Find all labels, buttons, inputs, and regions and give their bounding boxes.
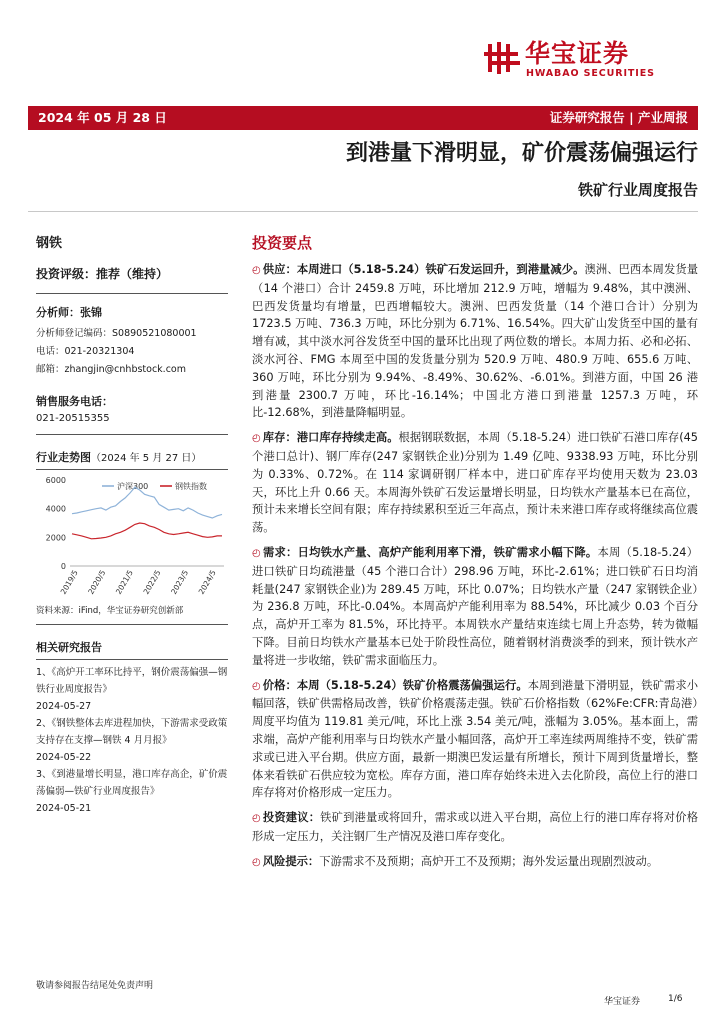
sidebar xyxy=(36,232,228,817)
supply-paragraph: ◴ 供应：本周进口（5.18-5.24）铁矿石发运回升，到港量减少。澳洲、巴西本周发货量（14 个港口）合计 2459.8 万吨，环比增加 212.9 万吨，增幅为 9.48%，其中澳洲、巴西发货量均有增量，巴西增幅较大。澳洲、巴西发货量（14 个港口合计）分别为 1723.5 万吨、736.3 万吨，环比分别为 6.71%、16.54%。四大矿山发货至中国的量有增有减，其中淡水河谷发货至中国的量环比出现了两位数的增长。本周力拓、必和必拓、淡水河谷、FMG 本周至中国的发货量分别为 520.9 万吨、480.9 万吨、655.6 万吨、360 万吨，环比分别为 9.94%、-8.49%、30.62%、-6.01%。到港方面，中国 26 港到港量 2300.7 万吨，环比-16.14%；中国北方港口到港量 1257.3 万吨，环比-12.68%，到港量降幅明显。 xyxy=(252,263,698,420)
series-line-hs300 xyxy=(72,487,222,518)
y-tick-label: 2000 xyxy=(45,533,66,543)
series-line-steel-index xyxy=(72,523,222,539)
chart-date: （2024 年 5 月 27 日） xyxy=(91,453,202,464)
advice-paragraph: ◴ 投资建议：铁矿到港量或将回升，需求或以进入平台期，高位上行的港口库存将对价格形成一定压力，关注钢厂生产情况及港口库存变化。 xyxy=(252,811,698,843)
legend-label: 钢铁指数 xyxy=(175,482,207,491)
related-report-item[interactable]: 3、《到港量增长明显，港口库存高企，矿价震荡偏弱—铁矿行业周度报告》 2024-05-21 xyxy=(36,769,228,814)
sector-label: 钢铁 xyxy=(36,236,63,251)
header-divider xyxy=(28,211,698,212)
report-subtitle: 铁矿行业周度报告 xyxy=(577,181,698,199)
y-tick-label: 6000 xyxy=(45,476,66,485)
report-date: 2024 年 05 月 28 日 xyxy=(38,110,167,125)
logo-text-cn: 华宝证券 xyxy=(525,39,630,68)
industry-trend-chart xyxy=(36,474,228,602)
analyst-name: 分析师：张锦 xyxy=(36,306,102,319)
footer-page: 1/6 xyxy=(668,994,683,1004)
bullet-icon: ◴ xyxy=(252,265,261,276)
risk-paragraph: ◴ 风险提示：下游需求不及预期；高炉开工不及预期；海外发运量出现剧烈波动。 xyxy=(252,854,659,868)
chart-source: 资料来源：iFind，华宝证券研究创新部 xyxy=(36,604,228,625)
hwabao-logo-icon xyxy=(484,40,522,76)
y-tick-label: 0 xyxy=(60,562,66,571)
related-reports-title: 相关研究报告 xyxy=(36,639,228,660)
analyst-email: 邮箱：zhangjin@cnhbstock.com xyxy=(36,364,186,375)
x-tick-label: 2021/5 xyxy=(113,568,135,596)
legend-label: 沪深300 xyxy=(117,482,149,491)
investment-rating: 投资评级：推荐（维持） xyxy=(36,265,228,294)
header-band xyxy=(28,106,698,130)
footer-disclaimer: 敬请参阅报告结尾处免责声明 xyxy=(36,981,154,991)
related-reports-list xyxy=(36,664,228,817)
section-title: 投资要点 xyxy=(252,234,313,252)
sales-phone: 021-20515355 xyxy=(36,413,228,435)
bullet-icon: ◴ xyxy=(252,433,261,445)
y-tick-label: 4000 xyxy=(45,504,66,514)
x-tick-label: 2024/5 xyxy=(196,568,218,596)
report-type: 证券研究报告 | 产业周报 xyxy=(549,110,688,125)
inventory-paragraph: ◴ 库存：港口库存持续走高。根据钢联数据，本周（5.18-5.24）进口铁矿石港口库存(45 个港口总计)、钢厂库存(247 家钢铁企业)分别为 1.49 亿吨、9338.93 万吨，环比分别为 0.33%、0.72%。在 114 家调研钢厂样本中，进口矿库存平均使用天数为 23.03 天，环比上升 0.66 天。本周海外铁矿石发运量增长明显，日均铁水产量基本已在高位，预计未来增长空间有限；库存持续累积至近三年高点，预计未来港口库存或将继续高位震荡。 xyxy=(252,431,698,535)
x-tick-label: 2020/5 xyxy=(86,568,108,596)
x-tick-label: 2019/5 xyxy=(58,568,80,596)
chart-heading xyxy=(36,449,228,470)
demand-paragraph: ◴ 需求：日均铁水产量、高炉产能利用率下滑，铁矿需求小幅下降。本周（5.18-5.24）进口铁矿日均疏港量（45 个港口合计）298.96 万吨，环比-2.61%；进口铁矿石日均消耗量(247 家钢铁企业)为 289.45 万吨，环比 0.07%；日均铁水产量（247 家钢铁企业）为 236.8 万吨，环比-0.04%。本周高炉产能利用率为 88.54%，环比减少 0.03 个百分点，高炉开工率为 81.5%，环比持平。本周铁水产量结束连续七周上升态势，转为微幅下降。目前日均铁水产量基本已处于阶段性高位，随着钢材消费淡季的到来，预计铁水产量将进一步收缩，铁矿需求面临压力。 xyxy=(252,545,698,667)
x-tick-label: 2023/5 xyxy=(169,568,191,596)
chart-title: 行业走势图 xyxy=(36,451,91,464)
related-report-item[interactable]: 2、《钢铁整体去库进程加快，下游需求受政策支持存在支撑—钢铁 4 月月报》 2024-05-22 xyxy=(36,718,228,763)
main-content xyxy=(252,232,698,879)
sales-label: 销售服务电话： xyxy=(36,395,113,408)
analyst-cert: 分析师登记编码：S0890521080001 xyxy=(36,328,197,339)
x-tick-label: 2022/5 xyxy=(141,568,163,596)
footer-brand: 华宝证券 xyxy=(604,997,641,1007)
analyst-phone: 电话：021-20321304 xyxy=(36,346,135,357)
related-report-item[interactable]: 1、《高炉开工率环比持平，钢价震荡偏强—钢铁行业周度报告》 2024-05-27 xyxy=(36,667,228,712)
price-paragraph: ◴ 价格：本周（5.18-5.24）铁矿价格震荡偏强运行。本周到港量下滑明显，铁矿需求小幅回落，铁矿供需格局改善，铁矿价格震荡走强。铁矿石价格指数（62%Fe:CFR:青岛港）周度平均值为 119.81 美元/吨，环比上涨 3.54 美元/吨，涨幅为 3.05%。基本面上，需求端，高炉产能利用率与日均铁水产量小幅回落，高炉开工率连续两周维持不变，铁矿需求或已进入平台期。供应方面，最新一期澳巴发运量有所增长，预计下周到货量增长，整体来看铁矿石供应较为宽松。库存方面，港口库存始终未进入去化阶段，高位上行的港口库存将对价格形成一定压力。 xyxy=(252,678,698,800)
bullet-icon: ◴ xyxy=(252,547,261,559)
report-title: 到港量下滑明显，矿价震荡偏强运行 xyxy=(345,141,698,166)
logo-text-en: HWABAO SECURITIES xyxy=(526,68,655,79)
bullet-icon: ◴ xyxy=(252,813,261,825)
bullet-icon: ◴ xyxy=(252,680,261,692)
bullet-icon: ◴ xyxy=(252,856,261,868)
